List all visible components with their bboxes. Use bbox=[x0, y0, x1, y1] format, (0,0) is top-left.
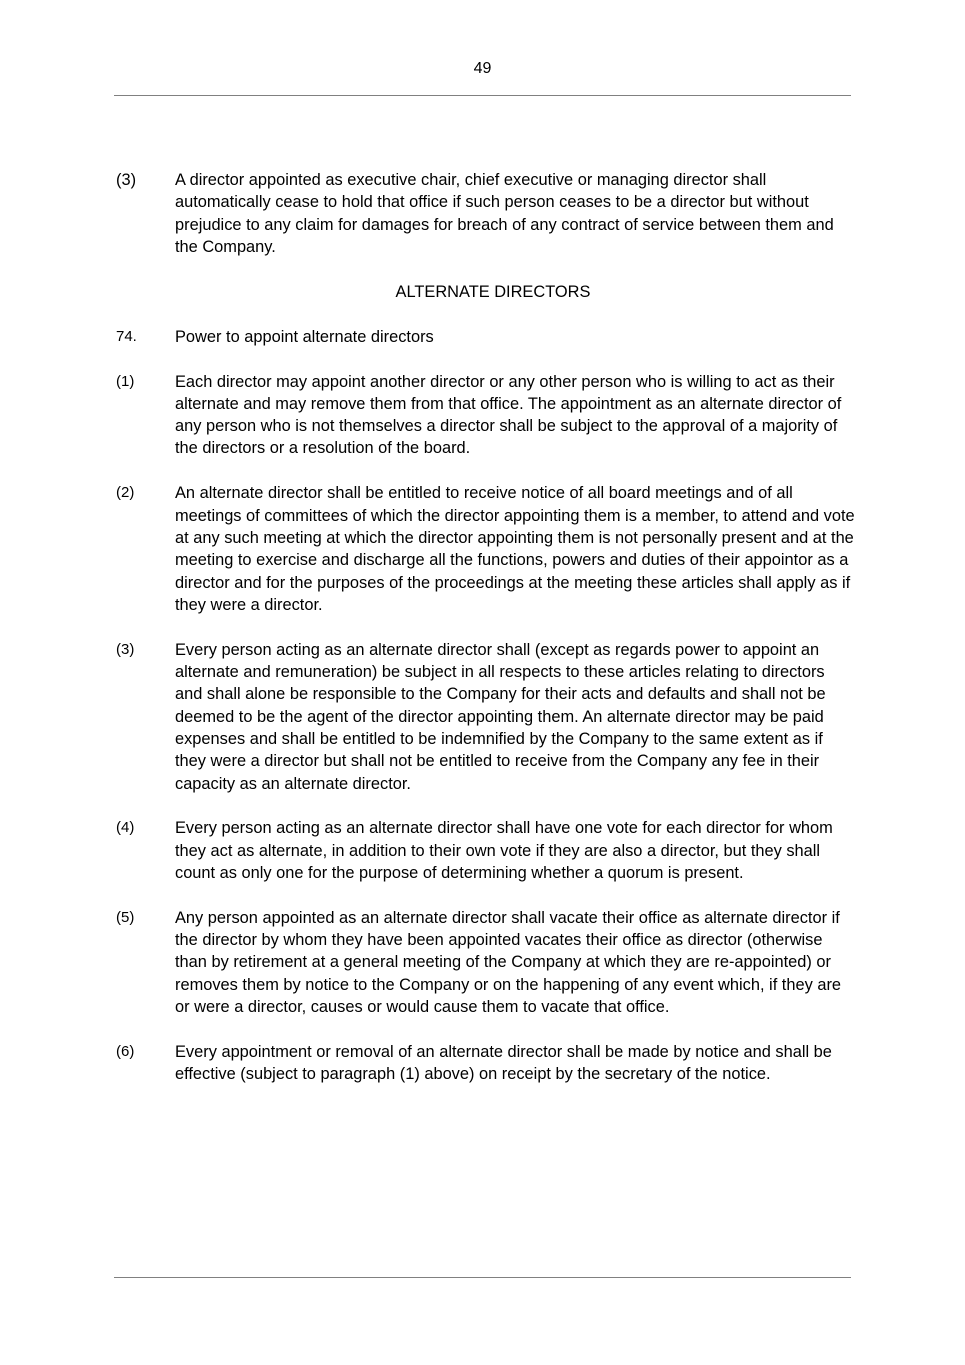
paragraph-number: (3) bbox=[116, 171, 137, 189]
header-rule bbox=[114, 95, 851, 96]
paragraph-text: Each director may appoint another director or any other person who is willing to act as their alternate and may remove them from that office. The appointment as an alternate director of any person who is not themselves a director shall be subject to the approval of a majority of the directors or a resolution of the board. bbox=[175, 372, 842, 458]
article-number: 74. bbox=[116, 327, 137, 345]
paragraph-5 bbox=[116, 907, 856, 1018]
paragraph-text: Any person appointed as an alternate director shall vacate their office as alternate director if the director by whom they have been appointed vacates their office as director (otherwise than by retirement at a general meeting of the Company at which they are re-appointed) or removes them by notice to the Company or on the happening of any event which, if they are or were a director, causes or would cause them to vacate that office. bbox=[175, 908, 842, 1017]
paragraph-text: An alternate director shall be entitled to receive notice of all board meetings and of all meetings of committees of which the director appointing them is a member, to attend and vote at any such meeting at which the director appointing them is not personally present and at the meeting to exercise and discharge all the functions, powers and duties of their appointor as a director and for the purposes of the proceedings at the meeting these articles shall apply as if they were a director. bbox=[175, 484, 855, 614]
paragraph-3 bbox=[116, 639, 856, 795]
paragraph-text: Every person acting as an alternate director shall (except as regards power to appoint an alternate and remuneration) be subject in all respects to these articles relating to directors and shall alone be responsible to the Company for their acts and defaults and shall not be deemed to be the agent of the director appointing them. An alternate director may be paid expenses and shall be entitled to be indemnified by the Company to the same extent as if they were a director but shall not be entitled to receive from the Company any fee in their capacity as an alternate director. bbox=[175, 640, 826, 793]
paragraph-number: (2) bbox=[116, 484, 135, 502]
paragraph-number: (5) bbox=[116, 908, 135, 926]
paragraph-text: A director appointed as executive chair, chief executive or managing director shall automatically cease to hold that office if such person ceases to be a director but without prejudice to any claim for damages for breach of any contract of service between them and the Company. bbox=[175, 171, 834, 256]
paragraph-number: (3) bbox=[116, 640, 135, 658]
footer-rule bbox=[114, 1277, 851, 1278]
article-heading bbox=[116, 326, 856, 348]
document-body bbox=[116, 169, 856, 1108]
article-title: Power to appoint alternate directors bbox=[175, 327, 434, 346]
intro-paragraph bbox=[116, 169, 856, 258]
page-number: 49 bbox=[473, 60, 492, 77]
paragraph-text: Every person acting as an alternate director shall have one vote for each director for whom they act as alternate, in addition to their own vote if they are also a director, but they shall count as only one for the purpose of determining whether a quorum is present. bbox=[175, 819, 833, 882]
section-heading: ALTERNATE DIRECTORS bbox=[395, 282, 591, 301]
paragraph-number: (6) bbox=[116, 1042, 135, 1060]
paragraph-text: Every appointment or removal of an alternate director shall be made by notice and shall be effective (subject to paragraph (1) above) on receipt by the secretary of the notice. bbox=[175, 1042, 832, 1084]
paragraph-4 bbox=[116, 817, 856, 884]
paragraph-2 bbox=[116, 482, 856, 616]
paragraph-6 bbox=[116, 1041, 856, 1086]
paragraph-1 bbox=[116, 371, 856, 460]
paragraph-number: (1) bbox=[116, 372, 135, 390]
paragraph-number: (4) bbox=[116, 819, 135, 837]
